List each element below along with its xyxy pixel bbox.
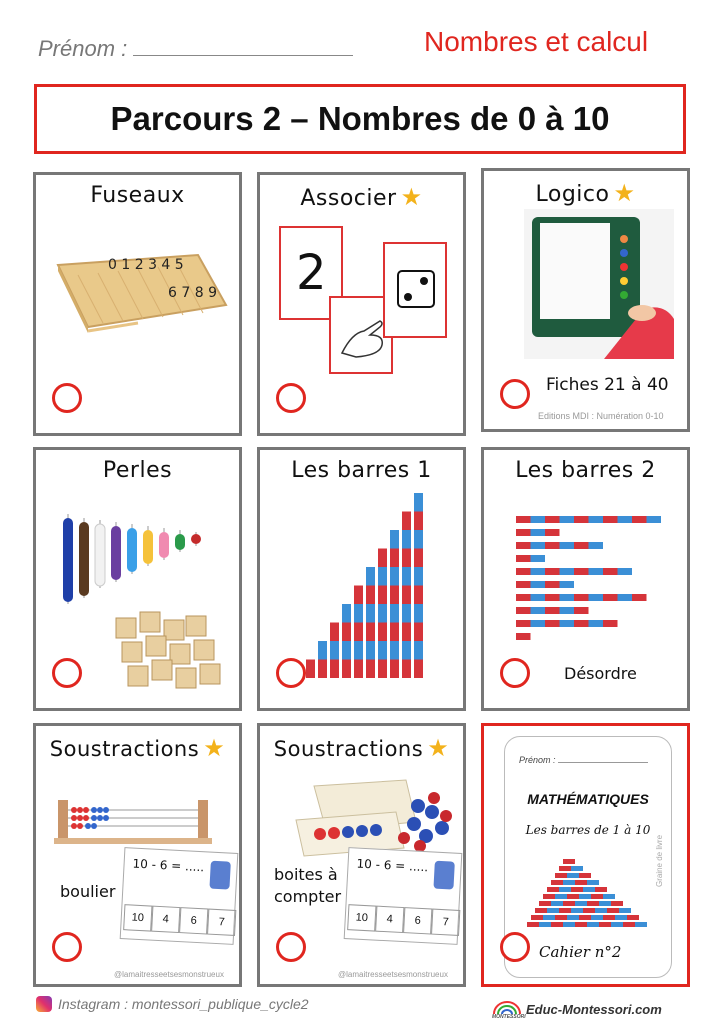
rod-segment	[567, 873, 579, 878]
cover-footer: Cahier n°2	[539, 943, 622, 961]
card-credit: @lamaitresseetsesmonstrueux	[338, 970, 448, 979]
rod-segment	[583, 908, 595, 913]
prenom-label: Prénom :	[38, 36, 128, 61]
rod-segment	[378, 623, 387, 642]
rod-segment	[366, 660, 375, 679]
rod-segment	[574, 620, 589, 627]
card-logico	[481, 168, 690, 432]
rod-segment	[366, 567, 375, 586]
rod-segment	[390, 586, 399, 605]
rod-segment	[535, 908, 547, 913]
rod-segment	[574, 607, 589, 614]
rod-segment	[390, 660, 399, 679]
choice-cell: 6	[179, 907, 208, 934]
card-title: Logico ★	[535, 179, 636, 207]
svg-text:6 7 8 9: 6 7 8 9	[168, 285, 217, 301]
rod-segment	[555, 915, 567, 920]
rod-segment	[402, 530, 411, 549]
rod-segment	[560, 620, 575, 627]
choice-row	[347, 904, 460, 936]
rod-segment	[583, 887, 595, 892]
rod-segment	[579, 873, 591, 878]
logico-board-image	[524, 209, 674, 359]
rod-segment	[574, 594, 589, 601]
rod-segment	[579, 894, 591, 899]
rod-segment	[560, 607, 575, 614]
rod-segment	[402, 549, 411, 568]
rod-segment	[390, 567, 399, 586]
card-title: Perles	[102, 458, 173, 483]
rod-segment	[378, 586, 387, 605]
rod-segment	[567, 894, 579, 899]
exercise-text: 10 - 6 = .....	[132, 856, 205, 875]
rod-segment	[330, 660, 339, 679]
completion-circle[interactable]	[500, 658, 530, 688]
rod-segment	[603, 620, 618, 627]
rod-segment	[559, 887, 571, 892]
rod-segment	[595, 887, 607, 892]
rod-segment	[516, 620, 531, 627]
choice-cell: 10	[347, 904, 376, 931]
prenom-field	[38, 36, 353, 62]
cartoon-figure-icon	[433, 861, 454, 890]
rod-segment	[414, 660, 423, 679]
rod-segment	[611, 901, 623, 906]
rod-segment	[354, 586, 363, 605]
rod-segment	[414, 586, 423, 605]
rod-segment	[567, 915, 579, 920]
rod-segment	[531, 568, 546, 575]
rod-segment	[318, 641, 327, 660]
rod-segment	[531, 594, 546, 601]
rod-segment	[627, 915, 639, 920]
rod-segment	[354, 641, 363, 660]
rod-segment	[545, 594, 560, 601]
rod-segment	[560, 542, 575, 549]
rod-segment	[575, 901, 587, 906]
rod-segment	[402, 567, 411, 586]
rod-segment	[342, 660, 351, 679]
card-caption: Fiches 21 à 40	[546, 375, 669, 395]
rod-segment	[516, 555, 531, 562]
completion-circle[interactable]	[276, 383, 306, 413]
rod-segment	[559, 866, 571, 871]
rod-segment	[414, 623, 423, 642]
star-icon: ★	[203, 734, 226, 762]
rod-segment	[560, 594, 575, 601]
rod-segment	[587, 880, 599, 885]
cartoon-figure-icon	[209, 861, 230, 890]
abacus-image	[54, 798, 212, 846]
rod-segment	[318, 660, 327, 679]
rod-segment	[516, 581, 531, 588]
card-title: Fuseaux	[90, 183, 185, 208]
rod-segment	[575, 880, 587, 885]
rod-segment	[545, 568, 560, 575]
rod-segment	[531, 607, 546, 614]
site-logo-label: MONTESSORI	[492, 1014, 526, 1020]
cover-side-text: Graine de livre	[655, 834, 664, 887]
completion-circle[interactable]	[52, 383, 82, 413]
card-caption: boulier	[60, 882, 116, 901]
page-title: Parcours 2 – Nombres de 0 à 10	[34, 84, 686, 154]
rod-segment	[574, 542, 589, 549]
rod-segment	[390, 623, 399, 642]
card-title: Les barres 2	[515, 458, 656, 483]
rod-segment	[527, 922, 539, 927]
instagram-icon	[36, 996, 52, 1012]
cover-subtitle: Les barres de 1 à 10	[525, 823, 651, 837]
rod-segment	[623, 922, 635, 927]
choice-cell: 7	[207, 909, 236, 936]
rod-segment	[330, 641, 339, 660]
rod-segment	[547, 887, 559, 892]
star-icon: ★	[427, 734, 450, 762]
rod-segment	[545, 542, 560, 549]
exercise-text: 10 - 6 = .....	[356, 856, 429, 875]
rod-segment	[543, 894, 555, 899]
rod-segment	[579, 915, 591, 920]
rod-segment	[516, 516, 531, 523]
rod-segment	[531, 529, 546, 536]
rod-segment	[342, 641, 351, 660]
rod-segment	[366, 586, 375, 605]
rod-segment	[414, 512, 423, 531]
rod-segment	[414, 641, 423, 660]
choice-cell: 4	[151, 906, 180, 933]
rod-segment	[599, 901, 611, 906]
rod-segment	[560, 581, 575, 588]
card-soustractions-boulier	[33, 723, 242, 987]
choice-cell: 10	[123, 904, 152, 931]
rod-segment	[354, 623, 363, 642]
card-associer	[257, 172, 466, 436]
rod-segment	[402, 604, 411, 623]
svg-text:0 1 2 3 4 5: 0 1 2 3 4 5	[108, 257, 184, 273]
cover-prenom: Prénom :	[519, 755, 648, 765]
card-caption: boites à compter	[274, 865, 342, 906]
completion-circle[interactable]	[276, 932, 306, 962]
rod-segment	[545, 607, 560, 614]
rod-segment	[551, 880, 563, 885]
choice-row	[123, 904, 236, 936]
instagram-handle[interactable]: Instagram : montessori_publique_cycle2	[58, 996, 309, 1012]
rod-segment	[414, 493, 423, 512]
rod-segment	[603, 915, 615, 920]
rod-segment	[603, 594, 618, 601]
rod-segment	[516, 542, 531, 549]
rod-segment	[402, 641, 411, 660]
site-footer	[492, 1000, 662, 1019]
rod-segment	[619, 908, 631, 913]
rod-segment	[366, 641, 375, 660]
rod-segment	[330, 623, 339, 642]
rod-segment	[354, 604, 363, 623]
rod-segment	[563, 880, 575, 885]
rod-segment	[543, 915, 555, 920]
rod-segment	[516, 529, 531, 536]
rod-segment	[618, 568, 633, 575]
card-title: Les barres 1	[291, 458, 432, 483]
rod-segment	[531, 542, 546, 549]
rod-segment	[545, 529, 560, 536]
card-note: Editions MDI : Numération 0-10	[538, 411, 664, 421]
rod-segment	[555, 894, 567, 899]
card-perles	[33, 447, 242, 711]
rod-segment	[589, 594, 604, 601]
rod-segment	[560, 568, 575, 575]
cover-title: MATHÉMATIQUES	[527, 791, 649, 807]
rod-segment	[591, 894, 603, 899]
exercise-card	[344, 847, 463, 945]
rod-segment	[574, 568, 589, 575]
rod-segment	[647, 516, 662, 523]
choice-cell: 4	[375, 906, 404, 933]
rod-segment	[378, 660, 387, 679]
rod-segment	[615, 915, 627, 920]
rod-segment	[378, 549, 387, 568]
rod-segment	[414, 604, 423, 623]
completion-circle[interactable]	[500, 932, 530, 962]
subject-heading: Nombres et calcul	[424, 26, 649, 57]
rod-segment	[545, 581, 560, 588]
prenom-line	[133, 37, 353, 56]
big-number: 2	[296, 245, 327, 301]
card-barres-2	[481, 447, 690, 711]
star-icon: ★	[400, 183, 423, 211]
rod-segment	[390, 641, 399, 660]
rod-segment	[516, 594, 531, 601]
rod-segment	[342, 604, 351, 623]
rod-segment	[575, 922, 587, 927]
rod-segment	[591, 915, 603, 920]
rod-segment	[607, 908, 619, 913]
choice-cell: 6	[403, 907, 432, 934]
rod-segment	[414, 567, 423, 586]
rod-segment	[611, 922, 623, 927]
rod-segment	[531, 915, 543, 920]
instagram-footer	[36, 996, 309, 1012]
rod-segment	[632, 594, 647, 601]
card-fuseaux	[33, 172, 242, 436]
rod-segment	[390, 549, 399, 568]
card-caption: Désordre	[564, 664, 637, 683]
rod-segment	[390, 604, 399, 623]
rod-segment	[342, 623, 351, 642]
rod-segment	[603, 568, 618, 575]
rod-segment	[390, 530, 399, 549]
rod-segment	[366, 623, 375, 642]
rod-segment	[589, 516, 604, 523]
star-icon: ★	[613, 179, 636, 207]
number-rods-staircase-image	[300, 488, 430, 680]
rod-segment	[632, 516, 647, 523]
completion-circle[interactable]	[52, 932, 82, 962]
completion-circle[interactable]	[500, 379, 530, 409]
rod-segment	[587, 901, 599, 906]
rod-segment	[571, 887, 583, 892]
rod-segment	[414, 549, 423, 568]
rod-segment	[547, 908, 559, 913]
rod-segment	[563, 901, 575, 906]
card-title: Soustractions ★	[49, 734, 226, 762]
card-title: Soustractions ★	[273, 734, 450, 762]
rod-segment	[551, 901, 563, 906]
choice-cell: 7	[431, 909, 460, 936]
rod-segment	[559, 908, 571, 913]
rod-segment	[595, 908, 607, 913]
rod-segment	[571, 866, 583, 871]
rod-segment	[531, 516, 546, 523]
rod-segment	[563, 922, 575, 927]
rod-segment	[618, 516, 633, 523]
rod-segment	[306, 660, 315, 679]
rod-segment	[516, 568, 531, 575]
rod-segment	[531, 581, 546, 588]
number-rods-mixed-image	[514, 512, 664, 652]
card-barres-1	[257, 447, 466, 711]
rod-segment	[545, 516, 560, 523]
rod-segment	[589, 568, 604, 575]
rod-segment	[563, 859, 575, 864]
card-cahier	[481, 723, 690, 987]
rod-segment	[635, 922, 647, 927]
rod-segment	[402, 512, 411, 531]
site-link[interactable]: Educ-Montessori.com	[526, 1002, 662, 1017]
spindle-box-image	[48, 245, 228, 335]
rod-segment	[599, 922, 611, 927]
rod-segment	[589, 620, 604, 627]
rod-segment	[618, 594, 633, 601]
rod-segment	[531, 620, 546, 627]
rod-segment	[378, 604, 387, 623]
completion-circle[interactable]	[52, 658, 82, 688]
rod-segment	[516, 607, 531, 614]
rod-segment	[555, 873, 567, 878]
rod-segment	[539, 922, 551, 927]
rod-segment	[560, 516, 575, 523]
rod-segment	[545, 620, 560, 627]
rod-segment	[603, 894, 615, 899]
rod-segment	[574, 516, 589, 523]
rod-segment	[539, 901, 551, 906]
rod-segment	[571, 908, 583, 913]
rod-segment	[402, 623, 411, 642]
rod-segment	[551, 922, 563, 927]
card-credit: @lamaitresseetsesmonstrueux	[114, 970, 224, 979]
rod-segment	[402, 660, 411, 679]
completion-circle[interactable]	[276, 658, 306, 688]
rod-segment	[378, 641, 387, 660]
rod-segment	[589, 542, 604, 549]
card-soustractions-boites	[257, 723, 466, 987]
rod-segment	[402, 586, 411, 605]
exercise-card	[120, 847, 239, 945]
rod-segment	[414, 530, 423, 549]
rod-segment	[587, 922, 599, 927]
rod-segment	[366, 604, 375, 623]
rod-segment	[516, 633, 531, 640]
cover-rods-image	[525, 855, 655, 931]
rod-segment	[378, 567, 387, 586]
rod-segment	[531, 555, 546, 562]
card-title: Associer ★	[300, 183, 423, 211]
rod-segment	[354, 660, 363, 679]
rod-segment	[603, 516, 618, 523]
